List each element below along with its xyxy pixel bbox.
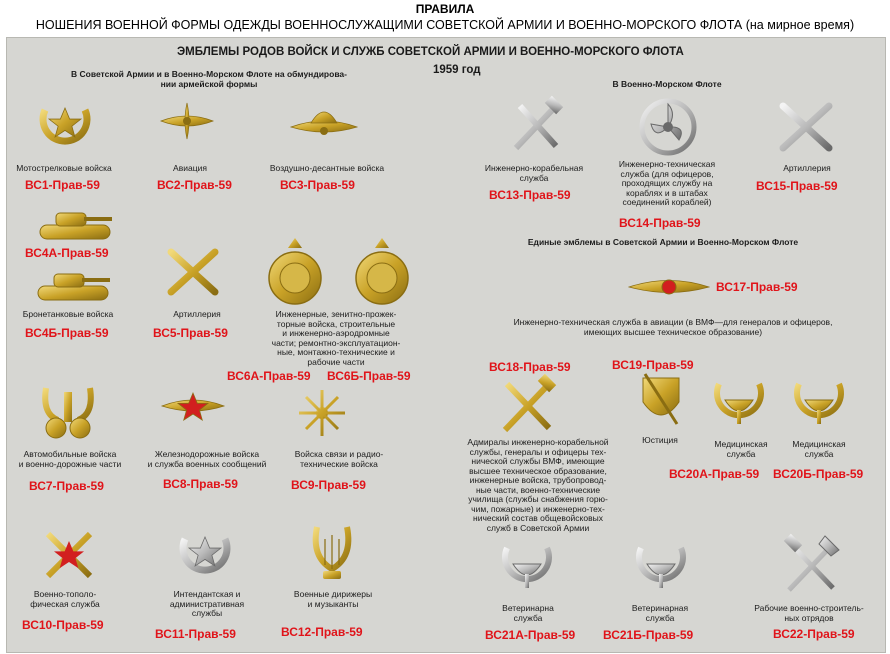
code-vs10: ВС10-Прав-59 [22, 618, 104, 632]
label-engineer-troops: Инженерные, зенитно-прожек- торные войска, строительные и инженерно-аэродромные части; ремонтно-эксплуатацион- ные, монтажно-технические и рабочие части [271, 309, 401, 367]
veterinary-bowl-snake-silver-b-icon [631, 534, 691, 598]
label-justice: Юстиция [642, 435, 678, 445]
code-vs6a: ВС6А-Прав-59 [227, 369, 311, 383]
label-signal: Войска связи и радио- технические войска [294, 449, 384, 469]
code-vs18: ВС18-Прав-59 [489, 360, 571, 374]
code-vs20b: ВС20Б-Прав-59 [773, 467, 864, 481]
label-air-technical: Инженерно-техническая служба в авиации (в ВМФ—для генералов и офицеров, имеющих высшее техническое образование) [513, 317, 833, 337]
sheet-title: ЭМБЛЕМЫ РОДОВ ВОЙСК И СЛУЖБ СОВЕТСКОЙ АРМИИ И ВОЕННО-МОРСКОГО ФЛОТА [177, 46, 684, 58]
medical-bowl-snake-gold-a-icon [709, 370, 769, 434]
code-vs3: ВС3-Прав-59 [280, 178, 355, 192]
code-vs7: ВС7-Прав-59 [29, 479, 104, 493]
aviation-propeller-icon [157, 101, 217, 141]
label-musicians: Военные дирижеры и музыканты [293, 589, 373, 609]
quartermaster-wreath-star-icon [175, 525, 235, 583]
code-vs21b: ВС21Б-Прав-59 [603, 628, 694, 642]
tank-armored-icon [32, 266, 114, 306]
label-veterinary-a: Ветеринарна служба [502, 603, 554, 623]
justice-shield-icon [637, 368, 685, 430]
label-quartermaster: Интендантская и административная службы [169, 589, 245, 618]
automobile-wheel-wings-icon [40, 380, 96, 442]
code-vs6b: ВС6Б-Прав-59 [327, 369, 411, 383]
air-technical-winged-icon [627, 268, 711, 306]
engineer-troops-emblem-b-icon [349, 234, 415, 314]
label-armored: Бронетанковые войска [22, 309, 114, 319]
label-automobile: Автомобильные войска и военно-дорожные части [18, 449, 122, 469]
label-engineering-united: Адмиралы инженерно-корабельной службы, генералы и офицеры тех- нической службы ВМФ, имеющие высшее техническое образование, инженерные войска, трубопровод- ные части, военно-технические училища (службы снабжения горю- чим, пожарные) и инженерно-тех- нический состав общевойсковых служб в Советской Армии [467, 437, 609, 533]
code-vs1: ВС1-Прав-59 [25, 178, 100, 192]
code-vs15: ВС15-Прав-59 [756, 179, 838, 193]
label-medical-a: Медицинская служба [714, 439, 768, 459]
motor-rifle-wreath-icon [35, 96, 95, 154]
airborne-parachute-icon [289, 101, 359, 145]
emblem-sheet [6, 37, 886, 653]
label-construction-workers: Рабочие военно-строитель- ных отрядов [754, 603, 864, 623]
code-vs9: ВС9-Прав-59 [291, 478, 366, 492]
label-naval-engineering: Инженерно-корабельная служба [484, 163, 584, 183]
sheet-year: 1959 год [433, 64, 481, 76]
code-vs8: ВС8-Прав-59 [163, 477, 238, 491]
construction-shovel-hammer-icon [781, 534, 841, 596]
code-vs4a: ВС4А-Прав-59 [25, 246, 109, 260]
veterinary-bowl-snake-silver-a-icon [497, 534, 557, 598]
medical-bowl-snake-gold-b-icon [789, 370, 849, 434]
engineering-hammer-wrench-icon [495, 374, 559, 438]
label-naval-artillery: Артиллерия [783, 163, 831, 173]
signal-troops-lightning-icon [297, 388, 347, 438]
code-vs4b: ВС4Б-Прав-59 [25, 326, 109, 340]
engineer-troops-emblem-a-icon [262, 234, 328, 314]
code-vs17: ВС17-Прав-59 [716, 280, 798, 294]
label-naval-technical: Инженерно-техническая служба (для офицеров, проходящих службу на кораблях и в штабах соединений кораблей) [618, 159, 716, 207]
label-motor-rifle: Мотострелковые войска [16, 163, 112, 173]
artillery-crossed-guns-icon [165, 246, 221, 298]
railway-winged-star-icon [160, 382, 226, 438]
section-army-title: В Советской Армии и в Военно-Морском Флоте на обмундирова- нии армейской формы [71, 69, 347, 89]
section-navy-title: В Военно-Морском Флоте [612, 79, 722, 89]
code-vs5: ВС5-Прав-59 [153, 326, 228, 340]
label-artillery: Артиллерия [173, 309, 221, 319]
code-vs22: ВС22-Прав-59 [773, 627, 855, 641]
document-title: ПРАВИЛА [415, 2, 475, 16]
code-vs2: ВС2-Прав-59 [157, 178, 232, 192]
naval-artillery-crossed-guns-icon [777, 100, 835, 154]
code-vs11: ВС11-Прав-59 [155, 627, 236, 641]
tank-icon [34, 203, 116, 247]
label-topography: Военно-тополо- фическая служба [30, 589, 100, 609]
code-vs20a: ВС20А-Прав-59 [669, 467, 760, 481]
label-medical-b: Медицинская служба [792, 439, 846, 459]
topography-compass-star-icon [40, 526, 98, 584]
code-vs14: ВС14-Прав-59 [619, 216, 701, 230]
code-vs12: ВС12-Прав-59 [281, 625, 363, 639]
document-subtitle: НОШЕНИЯ ВОЕННОЙ ФОРМЫ ОДЕЖДЫ ВОЕННОСЛУЖАЩИМИ СОВЕТСКОЙ АРМИИ И ВОЕННО-МОРСКОГО ФЛОТА (на мирное время) [35, 18, 855, 32]
label-railway: Железнодорожные войска и служба военных сообщений [147, 449, 267, 469]
musician-lyre-icon [307, 521, 357, 587]
label-aviation: Авиация [173, 163, 207, 173]
label-airborne: Воздушно-десантные войска [269, 163, 385, 173]
naval-engineering-hammer-wrench-icon [506, 96, 566, 156]
naval-technical-propeller-icon [637, 96, 699, 158]
section-united-title: Единые эмблемы в Советской Армии и Военно-Морском Флоте [527, 237, 799, 247]
code-vs19: ВС19-Прав-59 [612, 358, 694, 372]
label-veterinary-b: Ветеринарная служба [631, 603, 689, 623]
code-vs21a: ВС21А-Прав-59 [485, 628, 576, 642]
code-vs13: ВС13-Прав-59 [489, 188, 571, 202]
